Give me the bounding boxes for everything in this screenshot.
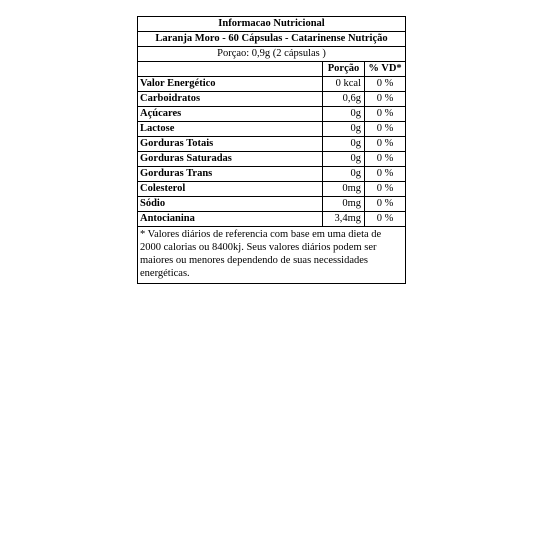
product-name: Laranja Moro - 60 Cápsulas - Catarinense Nutrição [138, 32, 406, 47]
nutrient-dv: 0 % [365, 77, 406, 92]
nutrient-dv: 0 % [365, 107, 406, 122]
table-row [138, 77, 406, 92]
nutrient-amount: 0g [323, 107, 365, 122]
footnote-line: * Valores diários de referencia com base em uma dieta de [140, 229, 382, 240]
nutrient-label: Colesterol [138, 182, 323, 197]
nutrient-label: Açúcares [138, 107, 323, 122]
nutrient-dv: 0 % [365, 92, 406, 107]
nutrient-label: Antocianina [138, 212, 323, 227]
nutrient-dv: 0 % [365, 152, 406, 167]
nutrient-dv: 0 % [365, 122, 406, 137]
footnote-line: 2000 calorias ou 8400kj. Seus valores diários podem ser [140, 242, 377, 253]
nutrient-dv: 0 % [365, 182, 406, 197]
header-dv: % VD* [365, 62, 406, 77]
footnote-line: energéticas. [140, 268, 190, 279]
table-row [138, 122, 406, 137]
header-row [138, 62, 406, 77]
nutrient-amount: 0mg [323, 182, 365, 197]
nutrient-dv: 0 % [365, 212, 406, 227]
nutrient-dv: 0 % [365, 197, 406, 212]
nutrient-label: Gorduras Trans [138, 167, 323, 182]
nutrient-label: Valor Energético [138, 77, 323, 92]
table-row [138, 137, 406, 152]
nutrient-label: Sódio [138, 197, 323, 212]
product-row [138, 32, 406, 47]
footnote-line: maiores ou menores dependendo de suas necessidades [140, 255, 369, 266]
nutrient-amount: 0g [323, 152, 365, 167]
nutrient-amount: 0,6g [323, 92, 365, 107]
serving-row [138, 47, 406, 62]
header-empty-cell [138, 62, 323, 77]
table-row [138, 152, 406, 167]
nutrient-amount: 0 kcal [323, 77, 365, 92]
table-row [138, 182, 406, 197]
nutrient-amount: 0mg [323, 197, 365, 212]
table-row [138, 92, 406, 107]
nutrition-facts-table [137, 16, 406, 284]
table-row [138, 197, 406, 212]
nutrient-amount: 3,4mg [323, 212, 365, 227]
table-row [138, 167, 406, 182]
nutrient-label: Gorduras Totais [138, 137, 323, 152]
nutrient-label: Carboidratos [138, 92, 323, 107]
table-row [138, 107, 406, 122]
title-row [138, 17, 406, 32]
table-title: Informacao Nutricional [138, 17, 406, 32]
nutrient-label: Lactose [138, 122, 323, 137]
nutrient-label: Gorduras Saturadas [138, 152, 323, 167]
nutrient-amount: 0g [323, 167, 365, 182]
footnote [138, 227, 406, 284]
nutrient-dv: 0 % [365, 137, 406, 152]
serving-size: Porçao: 0,9g (2 cápsulas ) [138, 47, 406, 62]
nutrient-amount: 0g [323, 122, 365, 137]
nutrient-dv: 0 % [365, 167, 406, 182]
header-portion: Porção [323, 62, 365, 77]
nutrient-amount: 0g [323, 137, 365, 152]
footnote-row [138, 227, 406, 284]
table-row [138, 212, 406, 227]
